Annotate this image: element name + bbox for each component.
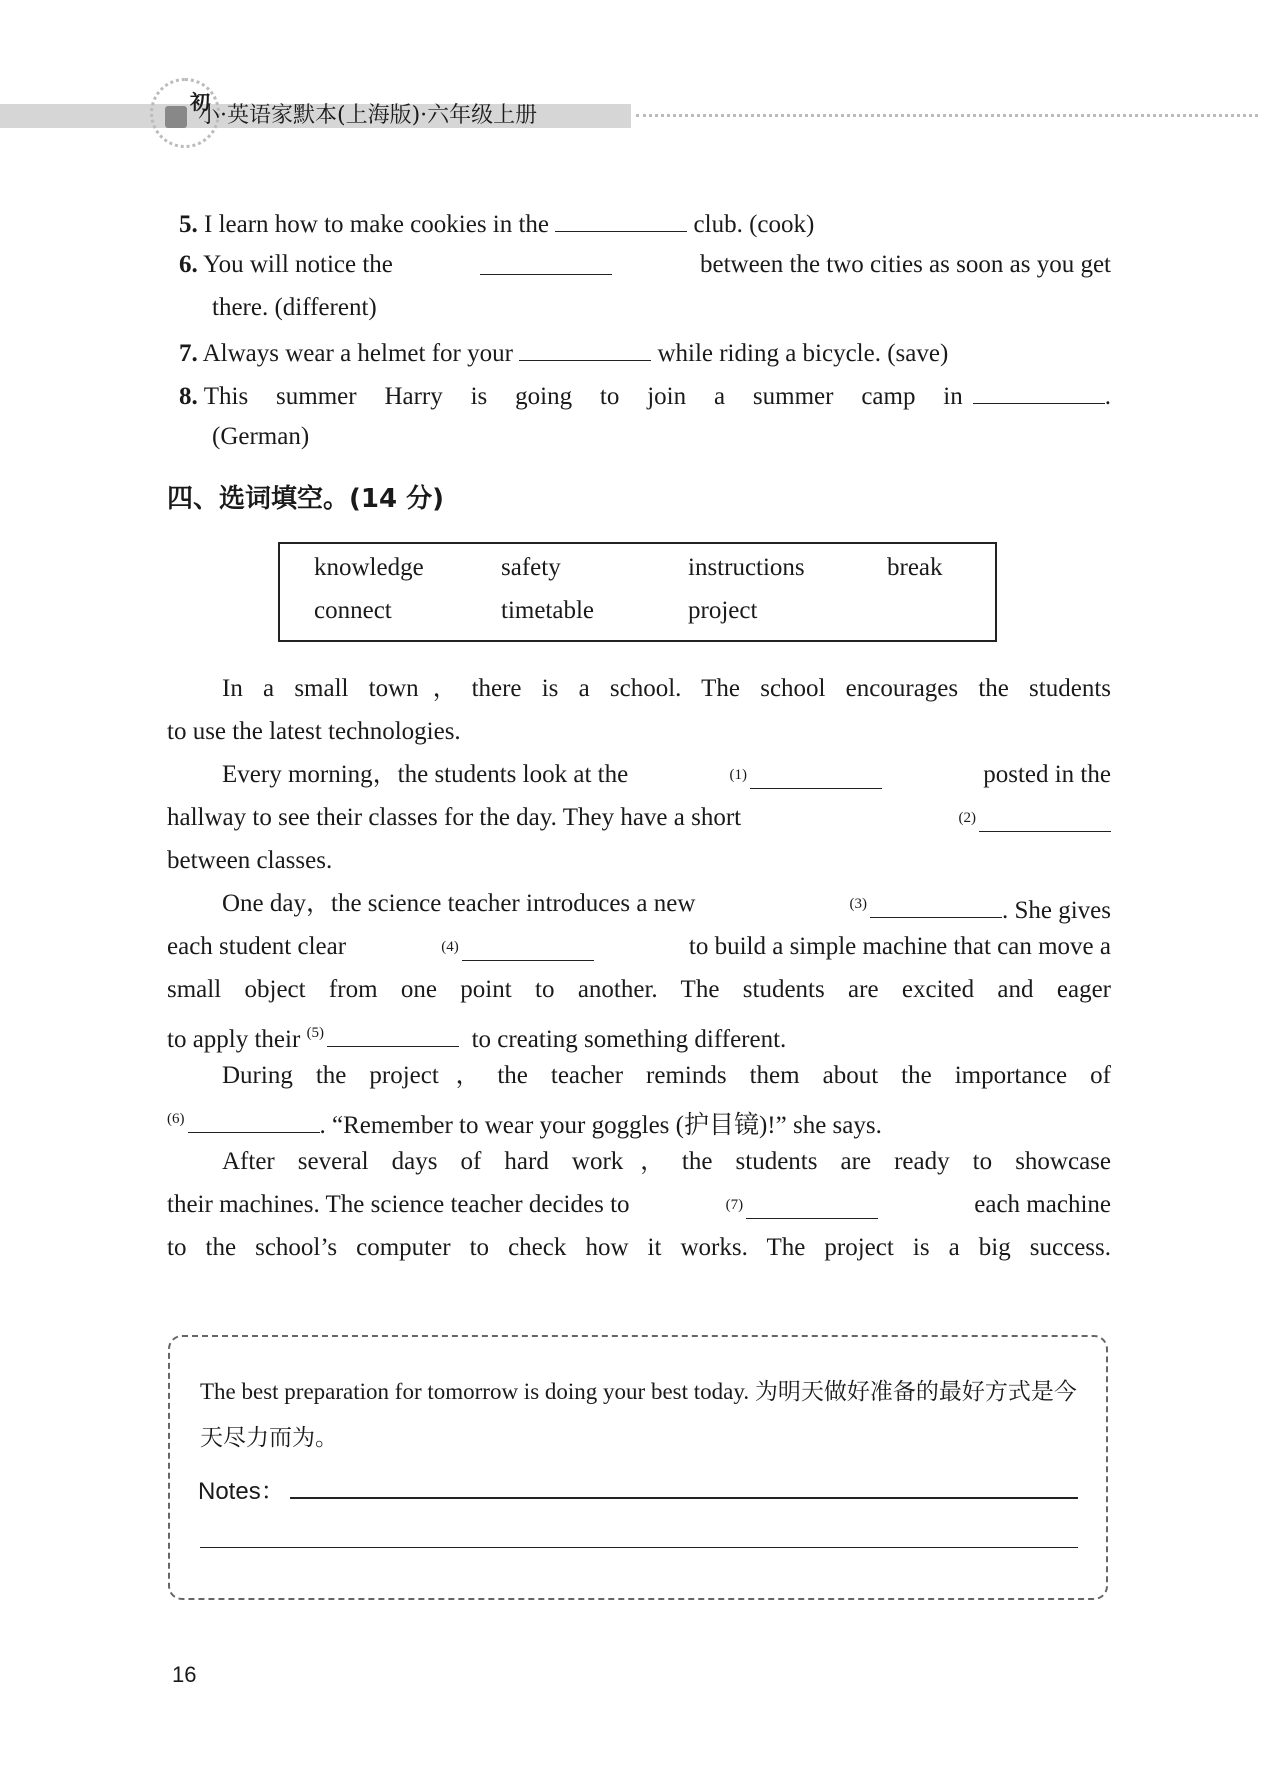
passage-text: to creating something different. (471, 1026, 787, 1053)
answer-blank[interactable] (519, 336, 651, 361)
passage-text: each machine (974, 1191, 1111, 1218)
item-6 (179, 250, 1111, 280)
item-text: I learn how to make cookies in the (204, 211, 550, 238)
word: safety (501, 554, 561, 581)
blank-number: (4) (441, 939, 459, 955)
notes-line[interactable] (200, 1547, 1078, 1548)
item-text: This summer Harry is going to join a summer camp in (203, 383, 963, 410)
header-title: 小·英语家默本(上海版)·六年级上册 (198, 103, 538, 128)
passage-line: In a small town，there is a school. The school encourages the students (222, 675, 1111, 702)
blank-number: (3) (849, 896, 867, 912)
word: project (688, 597, 758, 624)
item-number: 6. (179, 251, 198, 278)
notes-line[interactable] (290, 1497, 1078, 1499)
item-text: . (1104, 383, 1111, 410)
passage-text: each student clear (167, 933, 347, 960)
passage-text: . She gives (1001, 897, 1111, 924)
answer-blank-1[interactable] (750, 764, 882, 789)
passage-line: During the project，the teacher reminds them about the importance of (222, 1062, 1111, 1089)
passage-text: Every morning，the students look at the (222, 761, 629, 788)
item-text: Always wear a helmet for your (202, 340, 513, 367)
blank-number: (6) (167, 1111, 185, 1127)
blank-number: (7) (725, 1197, 744, 1213)
item-5 (179, 207, 1111, 240)
word: connect (314, 597, 392, 624)
item-number: 7. (179, 340, 198, 367)
passage-text: . “Remember to wear your goggles (护目镜)!” she says. (319, 1112, 882, 1139)
answer-blank[interactable] (973, 379, 1105, 404)
word-bank (278, 542, 997, 642)
header-logo-char: 初 (190, 90, 210, 114)
item-text: between the two cities as soon as you get (699, 251, 1111, 278)
word: instructions (688, 554, 805, 581)
answer-blank[interactable] (555, 207, 687, 232)
blank-number: (1) (729, 767, 747, 783)
passage-line: After several days of hard work，the students are ready to showcase (222, 1148, 1111, 1175)
passage-line (167, 932, 1111, 969)
item-text: club. (cook) (693, 211, 815, 238)
word: knowledge (314, 554, 424, 581)
passage-line (222, 760, 1111, 797)
answer-blank-5[interactable] (327, 1022, 459, 1047)
passage-text: One day，the science teacher introduces a new (222, 890, 696, 917)
passage-text: to build a simple machine that can move a (688, 933, 1111, 960)
item-number: 5. (179, 211, 198, 238)
answer-blank-7[interactable] (746, 1194, 878, 1219)
item-text: while riding a bicycle. (save) (657, 340, 949, 367)
word: break (887, 554, 943, 581)
passage-line (222, 889, 1111, 926)
passage-line: small object from one point to another. The students are excited and eager (167, 976, 1111, 1003)
passage-line (167, 1104, 1111, 1141)
section-title: 四、选词填空。(14 分) (167, 484, 444, 514)
notes-box (168, 1335, 1108, 1600)
item-text: You will notice the (203, 251, 393, 278)
answer-blank-3[interactable] (870, 893, 1002, 918)
passage-text: posted in the (983, 761, 1111, 788)
item-8 (179, 379, 1111, 412)
blank-number: (2) (958, 810, 976, 826)
motto-quote: The best preparation for tomorrow is doing your best today. 为明天做好准备的最好方式是今天尽力而为。 (200, 1379, 1077, 1450)
answer-blank-2[interactable] (979, 807, 1111, 832)
passage-text: their machines. The science teacher decides to (167, 1191, 630, 1218)
page-number: 16 (172, 1662, 197, 1687)
answer-blank-4[interactable] (462, 936, 594, 961)
word: timetable (501, 597, 595, 624)
passage-text: to apply their (167, 1026, 301, 1053)
passage-text: hallway to see their classes for the day. They have a short (167, 804, 742, 831)
answer-blank-6[interactable] (188, 1108, 320, 1133)
passage-line (167, 803, 1111, 840)
passage-line: to use the latest technologies. (167, 718, 461, 745)
notes-label: Notes： (198, 1478, 285, 1505)
item-8-cont: (German) (212, 423, 310, 450)
item-6-cont: there. (different) (212, 294, 377, 321)
answer-blank[interactable] (480, 250, 612, 275)
item-7 (179, 336, 1111, 369)
passage-line (167, 1018, 1111, 1055)
item-number: 8. (179, 383, 198, 410)
blank-number: (5) (306, 1025, 325, 1041)
key-icon (165, 106, 187, 128)
header-dotted-rule (636, 114, 1258, 117)
passage-line: to the school’s computer to check how it works. The project is a big success. (167, 1234, 1111, 1261)
passage-line (167, 1190, 1111, 1227)
passage-line: between classes. (167, 847, 333, 874)
